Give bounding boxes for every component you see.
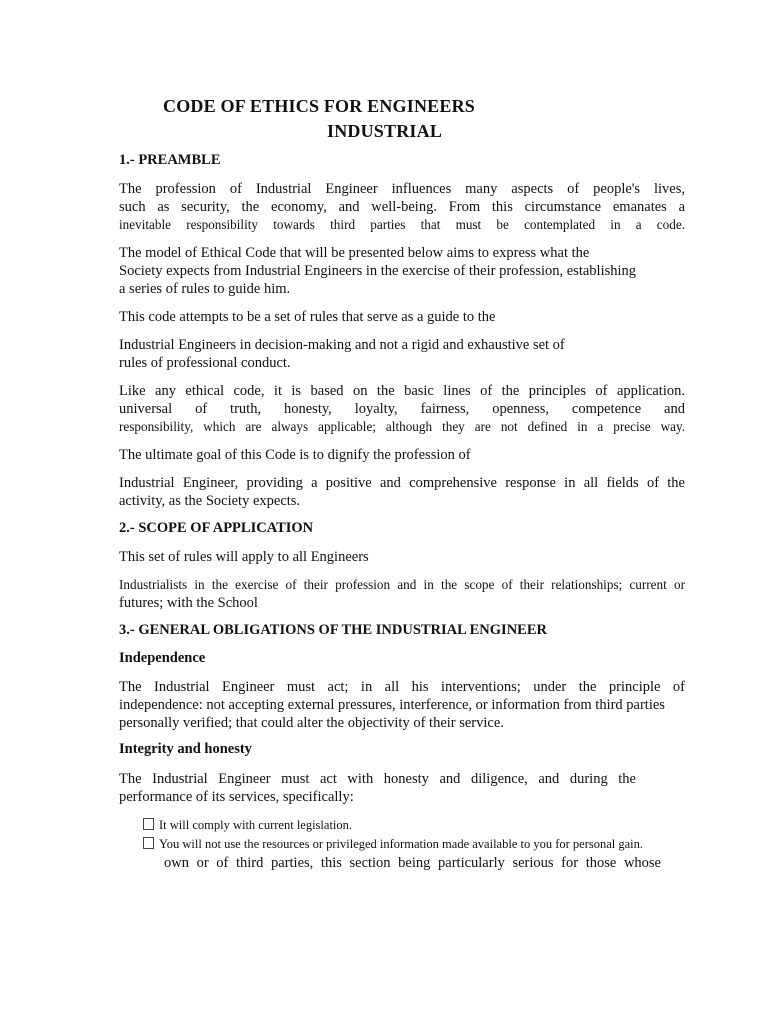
bullet-text: You will not use the resources or privileged information made available to you for personal gain. [159, 837, 644, 851]
section-heading-preamble: 1.- PREAMBLE [119, 152, 221, 168]
checkbox-glyph-icon [143, 818, 154, 830]
preamble-p7-line-1: Industrial Engineer, providing a positive and comprehensive response in all fields of the [119, 475, 685, 491]
preamble-p5-line-1: Like any ethical code, it is based on the basic lines of the principles of application. [119, 383, 685, 399]
preamble-p6: The ultimate goal of this Code is to dignify the profession of [119, 447, 471, 463]
bullet-item [143, 836, 643, 852]
checkbox-glyph-icon [143, 837, 154, 849]
preamble-p4-line-1: Industrial Engineers in decision-making and not a rigid and exhaustive set of [119, 337, 565, 353]
section-heading-obligations: 3.- GENERAL OBLIGATIONS OF THE INDUSTRIAL ENGINEER [119, 622, 547, 638]
subheading-independence: Independence [119, 650, 206, 666]
preamble-p3: This code attempts to be a set of rules that serve as a guide to the [119, 309, 496, 325]
integrity-line-2: performance of its services, specifically: [119, 789, 354, 805]
preamble-p2-line-1: The model of Ethical Code that will be presented below aims to express what the [119, 245, 590, 261]
independence-line-1: The Industrial Engineer must act; in all his interventions; under the principle of [119, 679, 685, 695]
bullet-item [143, 817, 352, 833]
document-title-line-2: INDUSTRIAL [327, 121, 443, 141]
scope-p2-line-1: Industrialists in the exercise of their profession and in the scope of their relationships; current or [119, 577, 685, 592]
scope-p1: This set of rules will apply to all Engineers [119, 549, 369, 565]
document-title-line-1: CODE OF ETHICS FOR ENGINEERS [163, 96, 475, 116]
preamble-p1-line-1: The profession of Industrial Engineer influences many aspects of people's lives, [119, 181, 685, 197]
independence-line-3: personally verified; that could alter the objectivity of their service. [119, 715, 504, 731]
scope-p2-line-2: futures; with the School [119, 595, 258, 611]
bullet-continuation: own or of third parties, this section being particularly serious for those whose [164, 855, 661, 871]
preamble-p7-line-2: activity, as the Society expects. [119, 493, 301, 509]
subheading-integrity: Integrity and honesty [119, 741, 252, 757]
bullet-text: It will comply with current legislation. [159, 818, 353, 832]
preamble-p5-line-2: universal of truth, honesty, loyalty, fairness, openness, competence and [119, 401, 685, 417]
preamble-p1-line-2: such as security, the economy, and well-being. From this circumstance emanates a [119, 199, 685, 215]
section-heading-scope: 2.- SCOPE OF APPLICATION [119, 520, 314, 536]
preamble-p2-line-3: a series of rules to guide him. [119, 281, 291, 297]
preamble-p2-line-2: Society expects from Industrial Engineers in the exercise of their profession, establishing [119, 263, 637, 279]
preamble-p5-line-3: responsibility, which are always applicable; although they are not defined in a precise way. [119, 419, 685, 434]
independence-line-2: independence: not accepting external pressures, interference, or information from third parties [119, 697, 665, 713]
integrity-line-1: The Industrial Engineer must act with honesty and diligence, and during the [119, 771, 636, 787]
preamble-p1-line-3: inevitable responsibility towards third parties that must be contemplated in a code. [119, 217, 685, 232]
preamble-p4-line-2: rules of professional conduct. [119, 355, 291, 371]
